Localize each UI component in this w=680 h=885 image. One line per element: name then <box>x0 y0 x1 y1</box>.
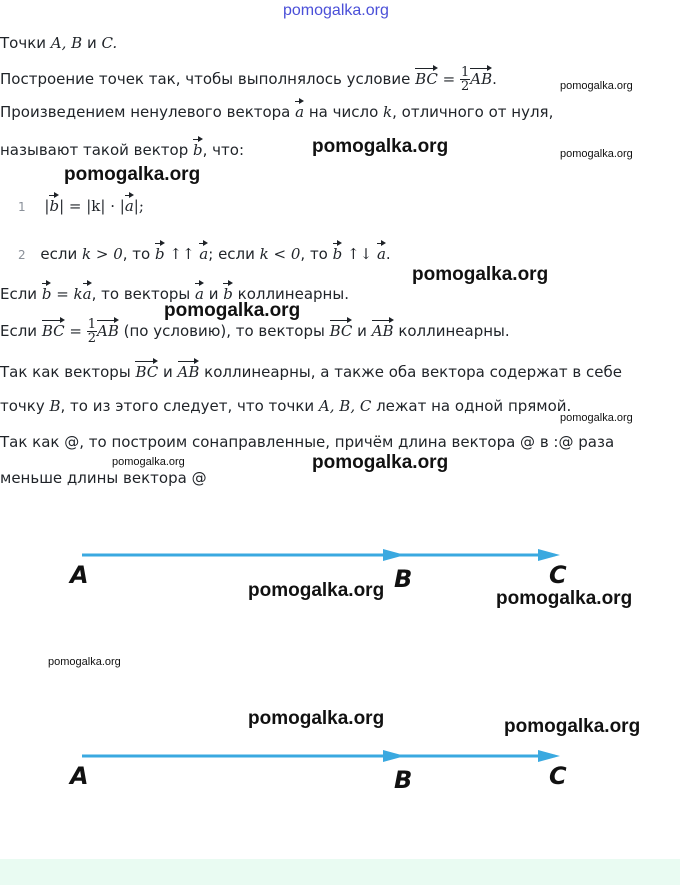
text-line-definition <box>0 100 553 121</box>
vector-bc: BC <box>330 319 353 340</box>
vector-diagram-2 <box>0 740 680 780</box>
point-label-c: C <box>549 561 567 589</box>
point-label-b: B <box>394 766 413 794</box>
text: называют такой вектор <box>0 141 194 159</box>
text-line-points <box>0 34 117 52</box>
vector-b: b <box>193 138 203 159</box>
watermark: pomogalka.org <box>48 656 121 668</box>
point-label-a: A <box>70 561 89 589</box>
vector-b: b <box>42 282 52 303</box>
text: , то <box>122 245 155 263</box>
watermark: pomogalka.org <box>312 136 449 157</box>
text: и <box>352 322 372 340</box>
footer-bar <box>0 859 680 885</box>
point-label-c: C <box>549 762 567 790</box>
vector-a: a <box>199 242 208 263</box>
vector-ab: AB <box>372 319 394 340</box>
text: на число <box>304 103 384 121</box>
watermark: pomogalka.org <box>560 80 633 92</box>
text: Так как векторы <box>0 363 136 381</box>
vector-bc: BC <box>135 360 158 381</box>
watermark: pomogalka.org <box>248 580 385 601</box>
math: = <box>437 70 460 88</box>
math: k <box>383 103 393 121</box>
text-line-collinear-2 <box>0 318 510 345</box>
text: если <box>40 245 83 263</box>
text: , что: <box>202 141 244 159</box>
text: , отличного от нуля, <box>392 103 554 121</box>
vector-b: b <box>333 242 343 263</box>
math: |; <box>133 197 144 215</box>
vector-a: a <box>125 194 134 215</box>
text-line-reasoning <box>0 360 622 381</box>
watermark: pomogalka.org <box>504 716 641 737</box>
text-line-condition <box>0 66 497 93</box>
text: Если <box>0 285 42 303</box>
watermark: pomogalka.org <box>560 412 633 424</box>
text: (по условию), то векторы <box>118 322 330 340</box>
watermark: pomogalka.org <box>412 264 549 285</box>
list-marker: 1 <box>18 200 26 214</box>
vector-b: b <box>155 242 165 263</box>
text: . <box>385 245 391 263</box>
watermark: pomogalka.org <box>560 148 633 160</box>
text: Построение точек так, чтобы выполнялось условие <box>0 70 416 88</box>
text: , то векторы <box>91 285 196 303</box>
text-line-conclusion <box>0 397 571 415</box>
point-label-b: B <box>394 565 413 593</box>
watermark: pomogalka.org <box>496 588 633 609</box>
vector-b: b <box>223 282 233 303</box>
math: B <box>49 397 61 415</box>
text: . <box>492 70 497 88</box>
fraction-numerator: 1 <box>87 317 97 332</box>
list-item <box>18 242 391 263</box>
math: ↑↑ <box>164 245 200 263</box>
vector-ab: AB <box>470 67 492 88</box>
text: Если <box>0 322 42 340</box>
text: Произведением ненулевого вектора <box>0 103 296 121</box>
point-label-a: A <box>70 762 89 790</box>
text: , то <box>300 245 333 263</box>
watermark: pomogalka.org <box>164 300 301 321</box>
text: коллинеарны, а также оба вектора содержат в себе <box>199 363 622 381</box>
math: k < 0 <box>259 245 301 263</box>
text: и <box>203 285 224 303</box>
arrowhead-c <box>538 549 560 561</box>
fraction-numerator: 1 <box>461 65 470 80</box>
text: коллинеарны. <box>393 322 510 340</box>
vector-a: a <box>377 242 386 263</box>
list-item <box>18 194 144 215</box>
text-line-construction: Так как @, то построим сонаправленные, причём длина вектора @ в :@ раза <box>0 433 615 451</box>
math: | <box>44 197 50 215</box>
text: и <box>82 34 102 52</box>
text: , то из этого следует, что точки <box>60 397 319 415</box>
vector-bc: BC <box>42 319 65 340</box>
math: | = |k| · | <box>59 197 125 215</box>
fraction-denominator: 2 <box>87 331 97 346</box>
watermark: pomogalka.org <box>64 164 201 185</box>
text: и <box>158 363 178 381</box>
math: = <box>64 322 87 340</box>
vector-ab: AB <box>178 360 200 381</box>
text: ; если <box>208 245 260 263</box>
vector-a: a <box>295 100 304 121</box>
vector-bc: BC <box>415 67 438 88</box>
math: k > 0 <box>82 245 123 263</box>
text: коллинеарны. <box>232 285 349 303</box>
vector-a: a <box>83 282 92 303</box>
vector-b: b <box>49 194 59 215</box>
vector-ab: AB <box>97 319 119 340</box>
list-marker: 2 <box>18 248 26 262</box>
arrowhead-c <box>538 750 560 762</box>
text-line-definition-2 <box>0 138 244 159</box>
math: = k <box>51 285 83 303</box>
vector-a: a <box>195 282 204 303</box>
watermark: pomogalka.org <box>112 456 185 468</box>
text: Точки <box>0 34 51 52</box>
text-line-construction-2: меньше длины вектора @ <box>0 469 207 487</box>
text: точку <box>0 397 50 415</box>
text: лежат на одной прямой. <box>371 397 572 415</box>
fraction <box>87 318 97 345</box>
math: A, B, C <box>318 397 372 415</box>
math: C. <box>101 34 118 52</box>
watermark: pomogalka.org <box>312 452 449 473</box>
math: A, B <box>50 34 83 52</box>
watermark: pomogalka.org <box>248 708 385 729</box>
fraction <box>460 66 470 93</box>
math: ↑↓ <box>342 245 377 263</box>
header-watermark[interactable]: pomogalka.org <box>283 2 389 19</box>
fraction-denominator: 2 <box>461 79 470 94</box>
